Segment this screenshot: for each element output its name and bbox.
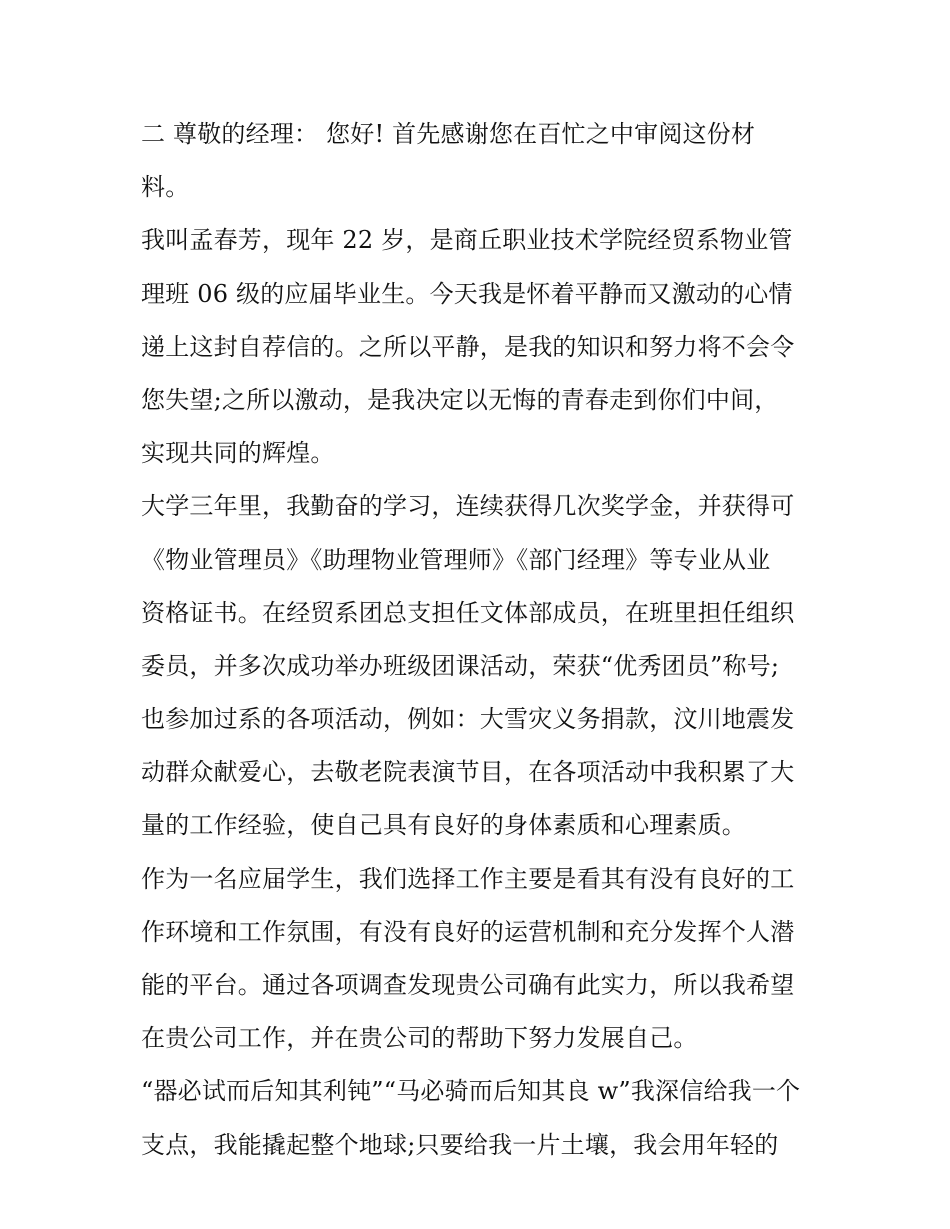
- text-line: 也参加过系的各项活动，例如：大雪灾义务捐款，汶川地震发: [141, 705, 795, 734]
- text-line: 支点，我能撬起整个地球;只要给我一片土壤，我会用年轻的: [141, 1130, 779, 1159]
- text-line: 在贵公司工作，并在贵公司的帮助下努力发展自己。: [141, 1024, 698, 1053]
- text-line: 《物业管理员》《助理物业管理师》《部门经理》等专业从业: [141, 545, 771, 574]
- text-line: 递上这封自荐信的。之所以平静，是我的知识和努力将不会令: [141, 332, 795, 361]
- text-line: 大学三年里，我勤奋的学习，连续获得几次奖学金，并获得可: [141, 492, 795, 521]
- text-line: “器必试而后知其利钝”“马必骑而后知其良 w”我深信给我一个: [141, 1077, 801, 1106]
- text-line: 委员，并多次成功举办班级团课活动，荣获“优秀团员”称号;: [141, 651, 780, 680]
- text-line: 您失望;之所以激动，是我决定以无悔的青春走到你们中间，: [141, 385, 779, 414]
- letter-body: [141, 108, 821, 1172]
- text-line: 二 尊敬的经理： 您好! 首先感谢您在百忙之中审阅这份材: [141, 120, 756, 148]
- text-line: 动群众献爱心，去敬老院表演节目，在各项活动中我积累了大: [141, 758, 795, 787]
- text-line: 我叫孟春芳，现年 22 岁，是商丘职业技术学院经贸系物业管: [141, 226, 793, 255]
- text-line: 资格证书。在经贸系团总支担任文体部成员，在班里担任组织: [141, 598, 795, 627]
- text-line: 量的工作经验，使自己具有良好的身体素质和心理素质。: [141, 811, 746, 840]
- text-line: 作环境和工作氛围，有没有良好的运营机制和充分发挥个人潜: [141, 917, 795, 946]
- text-line: 理班 06 级的应届毕业生。今天我是怀着平静而又激动的心情: [141, 279, 793, 308]
- text-line: 能的平台。通过各项调查发现贵公司确有此实力，所以我希望: [141, 971, 795, 999]
- text-line: 料。: [141, 173, 190, 202]
- text-line: 作为一名应届学生，我们选择工作主要是看其有没有良好的工: [141, 864, 795, 893]
- text-line: 实现共同的辉煌。: [141, 439, 335, 468]
